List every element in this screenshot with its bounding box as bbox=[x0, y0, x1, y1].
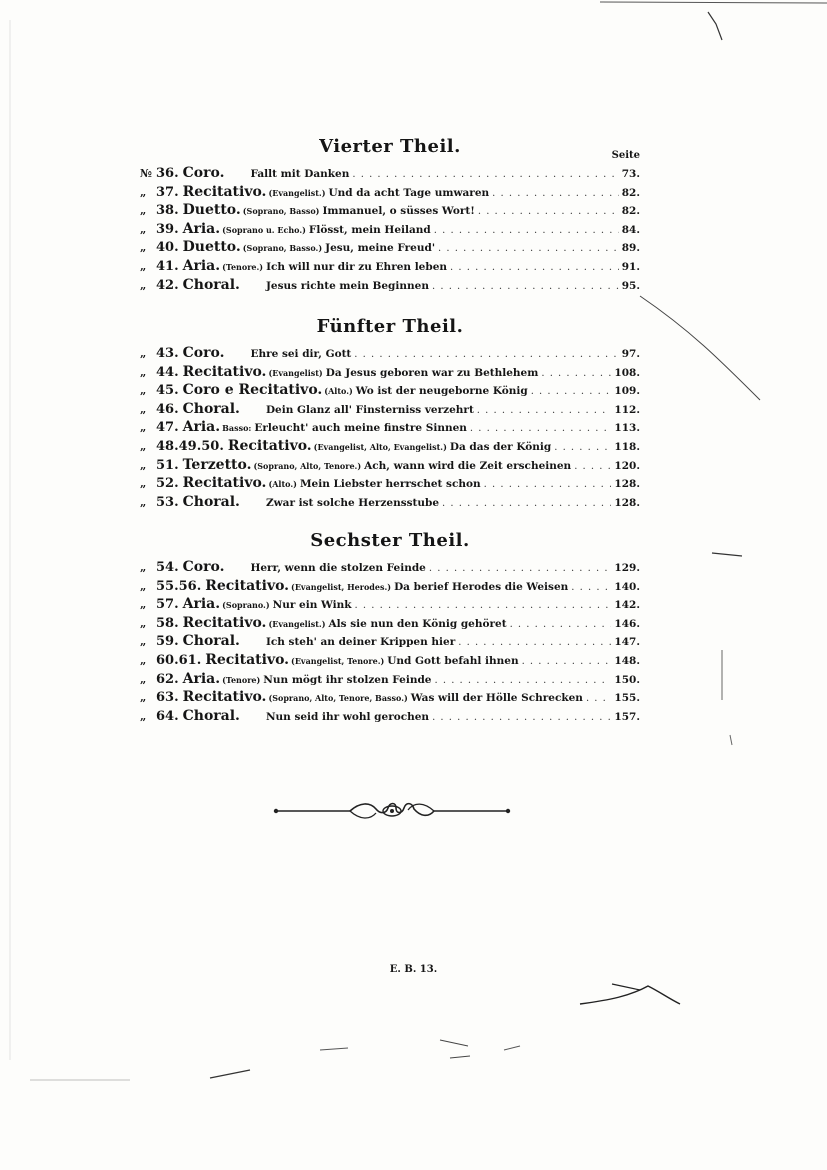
entry-type: Aria. bbox=[182, 220, 221, 237]
entry-prefix: „ bbox=[140, 616, 147, 630]
entry-type: Choral. bbox=[182, 400, 240, 417]
entry-number: 62. bbox=[156, 671, 179, 687]
edition-number: E. B. 13. bbox=[389, 964, 438, 975]
entry-text: Wo ist der neugeborne König bbox=[355, 385, 528, 398]
entry-type: Recitativo. bbox=[182, 183, 267, 200]
entry-text: Zwar ist solche Herzensstube bbox=[265, 496, 440, 509]
entry-number: 54. bbox=[156, 560, 179, 575]
entry-prefix: „ bbox=[140, 598, 147, 612]
entry-page: 109. bbox=[614, 385, 640, 398]
entry-text: Ach, wann wird die Zeit erscheinen bbox=[364, 459, 572, 472]
entry-prefix: „ bbox=[140, 495, 147, 509]
entry-prefix: „ bbox=[140, 458, 147, 472]
entry-number: 51. bbox=[156, 457, 179, 473]
entry-page: 157. bbox=[614, 710, 640, 723]
entry-type: Duetto. bbox=[182, 239, 241, 256]
entry-text: Was will der Hölle Schrecken bbox=[410, 692, 583, 705]
entry-text: Immanuel, o süsses Wort! bbox=[322, 205, 475, 218]
entry-page: 113. bbox=[614, 422, 640, 435]
entry-prefix: „ bbox=[140, 347, 147, 360]
entry-number: 64. bbox=[156, 708, 179, 724]
entry-voices: (Soprano, Basso.) bbox=[242, 243, 323, 254]
entry-type: Choral. bbox=[182, 633, 240, 650]
entry-text: Herr, wenn die stolzen Feinde bbox=[250, 562, 426, 574]
entry-page: 128. bbox=[614, 496, 640, 509]
entry-type: Choral. bbox=[182, 276, 240, 293]
entry-type: Recitativo. bbox=[182, 475, 267, 492]
entry-prefix: „ bbox=[140, 259, 147, 273]
entry-text: Dein Glanz all' Finsterniss verzehrt bbox=[265, 403, 474, 416]
entry-voices: (Evangelist.) bbox=[268, 187, 326, 198]
entry-type: Coro. bbox=[182, 559, 225, 575]
entry-prefix: „ bbox=[140, 421, 147, 435]
entry-page: 128. bbox=[614, 478, 640, 491]
entry-text: Nur ein Wink bbox=[272, 599, 352, 612]
entry-number: 59. bbox=[156, 634, 179, 650]
entry-voices: (Alto.) bbox=[324, 386, 353, 397]
entry-type: Aria. bbox=[182, 670, 221, 687]
entry-text: Und da acht Tage umwaren bbox=[328, 186, 490, 199]
entry-number: 41. bbox=[156, 258, 179, 274]
entry-type: Aria. bbox=[182, 596, 221, 613]
entry-prefix: „ bbox=[140, 477, 147, 491]
entry-page: 82. bbox=[621, 186, 640, 199]
entry-voices: (Soprano.) bbox=[222, 600, 270, 611]
entry-number: 39. bbox=[156, 221, 179, 237]
entry-prefix: „ bbox=[140, 185, 147, 199]
entry-type: Recitativo. bbox=[182, 689, 267, 706]
entry-type: Coro. bbox=[182, 165, 225, 181]
entry-prefix: „ bbox=[140, 278, 147, 292]
entry-text: Nun mögt ihr stolzen Feinde bbox=[263, 673, 432, 686]
entry-page: 147. bbox=[614, 636, 640, 649]
entry-page: 155. bbox=[614, 692, 640, 705]
entry-voices: (Evangelist) bbox=[268, 367, 323, 378]
section-title: Vierter Theil. bbox=[319, 136, 461, 157]
entry-text: Da das der König bbox=[449, 440, 552, 453]
entry-type: Choral. bbox=[182, 707, 240, 724]
entry-text: Erleucht' auch meine finstre Sinnen bbox=[254, 422, 467, 435]
entry-voices: (Alto.) bbox=[268, 479, 297, 490]
entry-page: 91. bbox=[621, 260, 640, 273]
entry-prefix: „ bbox=[140, 204, 147, 218]
entry-type: Duetto. bbox=[182, 202, 241, 219]
entry-number: 63. bbox=[156, 690, 179, 706]
entry-number: 44. bbox=[156, 364, 179, 380]
entry-type: Terzetto. bbox=[182, 456, 252, 473]
entry-voices: (Soprano, Basso) bbox=[242, 206, 320, 217]
entry-prefix: „ bbox=[140, 672, 147, 686]
entry-page: 118. bbox=[614, 440, 640, 453]
entry-type: Aria. bbox=[182, 419, 221, 436]
entry-voices: (Soprano u. Echo.) bbox=[222, 224, 306, 235]
entry-page: 89. bbox=[621, 242, 640, 255]
entry-page: 129. bbox=[614, 562, 640, 574]
entry-prefix: „ bbox=[140, 691, 147, 705]
entry-text: Fallt mit Danken bbox=[250, 168, 350, 180]
entry-page: 95. bbox=[621, 279, 640, 292]
entry-prefix: „ bbox=[140, 439, 147, 453]
entry-type: Recitativo. bbox=[205, 651, 290, 668]
entry-type: Recitativo. bbox=[205, 577, 290, 594]
entry-voices: (Evangelist, Herodes.) bbox=[291, 581, 392, 592]
entry-prefix: „ bbox=[140, 561, 147, 574]
entry-prefix: „ bbox=[140, 365, 147, 379]
entry-page: 140. bbox=[614, 580, 640, 593]
entry-type: Choral. bbox=[182, 493, 240, 510]
entry-number: 48.49.50. bbox=[156, 438, 224, 454]
section-title: Fünfter Theil. bbox=[316, 316, 464, 337]
entry-page: 97. bbox=[621, 348, 640, 360]
entry-page: 84. bbox=[621, 223, 640, 236]
entry-voices: Basso: bbox=[222, 423, 252, 434]
entry-type: Coro. bbox=[182, 345, 225, 361]
entry-prefix: „ bbox=[140, 384, 147, 398]
entry-number: 57. bbox=[156, 597, 179, 613]
entry-number: 58. bbox=[156, 615, 179, 631]
entry-number: 46. bbox=[156, 401, 179, 417]
entry-voices: (Soprano, Alto, Tenore, Basso.) bbox=[268, 693, 408, 704]
entry-page: 120. bbox=[614, 459, 640, 472]
entry-prefix: „ bbox=[140, 402, 147, 416]
entry-voices: (Evangelist, Tenore.) bbox=[291, 655, 385, 666]
entry-page: 146. bbox=[614, 617, 640, 630]
entry-page: 108. bbox=[614, 366, 640, 379]
entry-type: Recitativo. bbox=[182, 614, 267, 631]
entry-number: 36. bbox=[156, 166, 179, 181]
entry-text: Ich steh' an deiner Krippen hier bbox=[265, 636, 456, 649]
entry-number: 47. bbox=[156, 420, 179, 436]
entry-prefix: „ bbox=[140, 222, 147, 236]
entry-text: Nun seid ihr wohl gerochen bbox=[265, 710, 430, 723]
entry-number: 45. bbox=[156, 383, 179, 399]
entry-number: 40. bbox=[156, 240, 179, 256]
entry-page: 73. bbox=[621, 168, 640, 180]
entry-number: 60.61. bbox=[156, 652, 202, 668]
entry-text: Mein Liebster herrschet schon bbox=[299, 478, 481, 491]
entry-page: 82. bbox=[621, 205, 640, 218]
entry-page: 148. bbox=[614, 654, 640, 667]
entry-page: 142. bbox=[614, 599, 640, 612]
entry-type: Recitativo. bbox=[182, 363, 267, 380]
entry-type: Aria. bbox=[182, 257, 221, 274]
entry-number: 55.56. bbox=[156, 578, 202, 594]
entry-voices: (Evangelist.) bbox=[268, 618, 326, 629]
entry-number: 38. bbox=[156, 203, 179, 219]
entry-prefix: № bbox=[140, 167, 152, 180]
entry-number: 37. bbox=[156, 184, 179, 200]
entry-prefix: „ bbox=[140, 241, 147, 255]
entry-type: Recitativo. bbox=[227, 437, 312, 454]
entry-text: Da berief Herodes die Weisen bbox=[394, 580, 569, 593]
entry-text: Jesu, meine Freud' bbox=[325, 242, 436, 255]
entry-number: 42. bbox=[156, 277, 179, 293]
entry-number: 52. bbox=[156, 476, 179, 492]
entry-voices: (Tenore.) bbox=[222, 261, 264, 272]
entry-text: Da Jesus geboren war zu Bethlehem bbox=[325, 366, 539, 379]
entry-text: Jesus richte mein Beginnen bbox=[265, 279, 429, 292]
entry-voices: (Evangelist, Alto, Evangelist.) bbox=[313, 441, 447, 452]
entry-type: Coro e Recitativo. bbox=[182, 382, 323, 399]
entry-prefix: „ bbox=[140, 709, 147, 723]
entry-number: 53. bbox=[156, 494, 179, 510]
entry-text: Ich will nur dir zu Ehren leben bbox=[266, 260, 448, 273]
entry-voices: (Soprano, Alto, Tenore.) bbox=[253, 460, 362, 471]
entry-number: 43. bbox=[156, 346, 179, 361]
page-column-label: Seite bbox=[611, 150, 640, 161]
entry-page: 150. bbox=[614, 673, 640, 686]
entry-prefix: „ bbox=[140, 579, 147, 593]
entry-prefix: „ bbox=[140, 653, 147, 667]
entry-prefix: „ bbox=[140, 635, 147, 649]
entry-text: Ehre sei dir, Gott bbox=[250, 348, 352, 360]
entry-text: Flösst, mein Heiland bbox=[308, 223, 431, 236]
entry-page: 112. bbox=[614, 403, 640, 416]
entry-text: Und Gott befahl ihnen bbox=[387, 654, 519, 667]
entry-text: Als sie nun den König gehöret bbox=[328, 617, 507, 630]
section-title: Sechster Theil. bbox=[310, 530, 470, 551]
entry-voices: (Tenore) bbox=[222, 674, 261, 685]
